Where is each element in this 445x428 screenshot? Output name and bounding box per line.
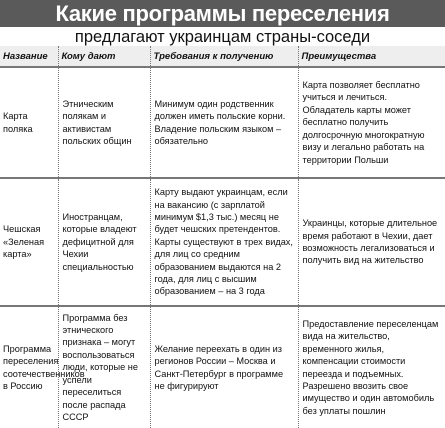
table-row bbox=[0, 67, 445, 178]
header-name: Название bbox=[0, 46, 58, 67]
program-requirements: Карту выдают украинцам, если на вакансию (с зарплатой минимум $1,3 тыс.) месяц не будет чешских претендентов. Карты существуют в трех видах, для лиц со средним образованием выдаются на 2 года, для лиц с высшим образованием – на 3 года bbox=[150, 178, 298, 306]
program-advantages: Украинцы, которые длительное время работают в Чехии, дает возможность легализоваться и получить вид на жительство bbox=[298, 178, 445, 306]
program-advantages: Карта позволяет бесплатно учиться и лечиться. Обладатель карты может бесплатно получить долгосрочную многократную визу и легально работать на территории Польши bbox=[298, 67, 445, 178]
header-advantages: Преимущества bbox=[298, 46, 445, 67]
headline: Какие программы переселения bbox=[0, 0, 445, 27]
subheadline: предлагают украинцам страны-соседи bbox=[74, 28, 371, 46]
programs-table bbox=[0, 46, 445, 428]
program-requirements: Желание переехать в один из регионов России – Москва и Санкт-Петербург в программе не фигурируют bbox=[150, 306, 298, 428]
program-who: Иностранцам, которые владеют дефицитной для Чехии специальностью bbox=[58, 178, 150, 306]
program-who: Этническим полякам и активистам польских общин bbox=[58, 67, 150, 178]
table-header-row bbox=[0, 46, 445, 67]
program-name: Карта поляка bbox=[0, 67, 58, 178]
program-requirements: Минимум один родственник должен иметь польские корни. Владение польским языком – обязательно bbox=[150, 67, 298, 178]
program-who: Программа без этнического признака – могут воспользоваться люди, которые не успели переселиться после распада СССР bbox=[58, 306, 150, 428]
program-name: Программа переселения соотечественников в Россию bbox=[0, 306, 58, 428]
program-advantages: Предоставление переселенцам вида на жительство, временного жилья, компенсации стоимости переезда и подъемных. Разрешено ввозить свое имущество и один автомобиль без уплаты пошлин bbox=[302, 318, 439, 416]
program-name: Чешская «Зеленая карта» bbox=[0, 178, 58, 306]
table-row bbox=[0, 178, 445, 306]
header-who: Кому дают bbox=[58, 46, 150, 67]
table-row bbox=[0, 306, 445, 428]
header-requirements: Требования к получению bbox=[150, 46, 298, 67]
